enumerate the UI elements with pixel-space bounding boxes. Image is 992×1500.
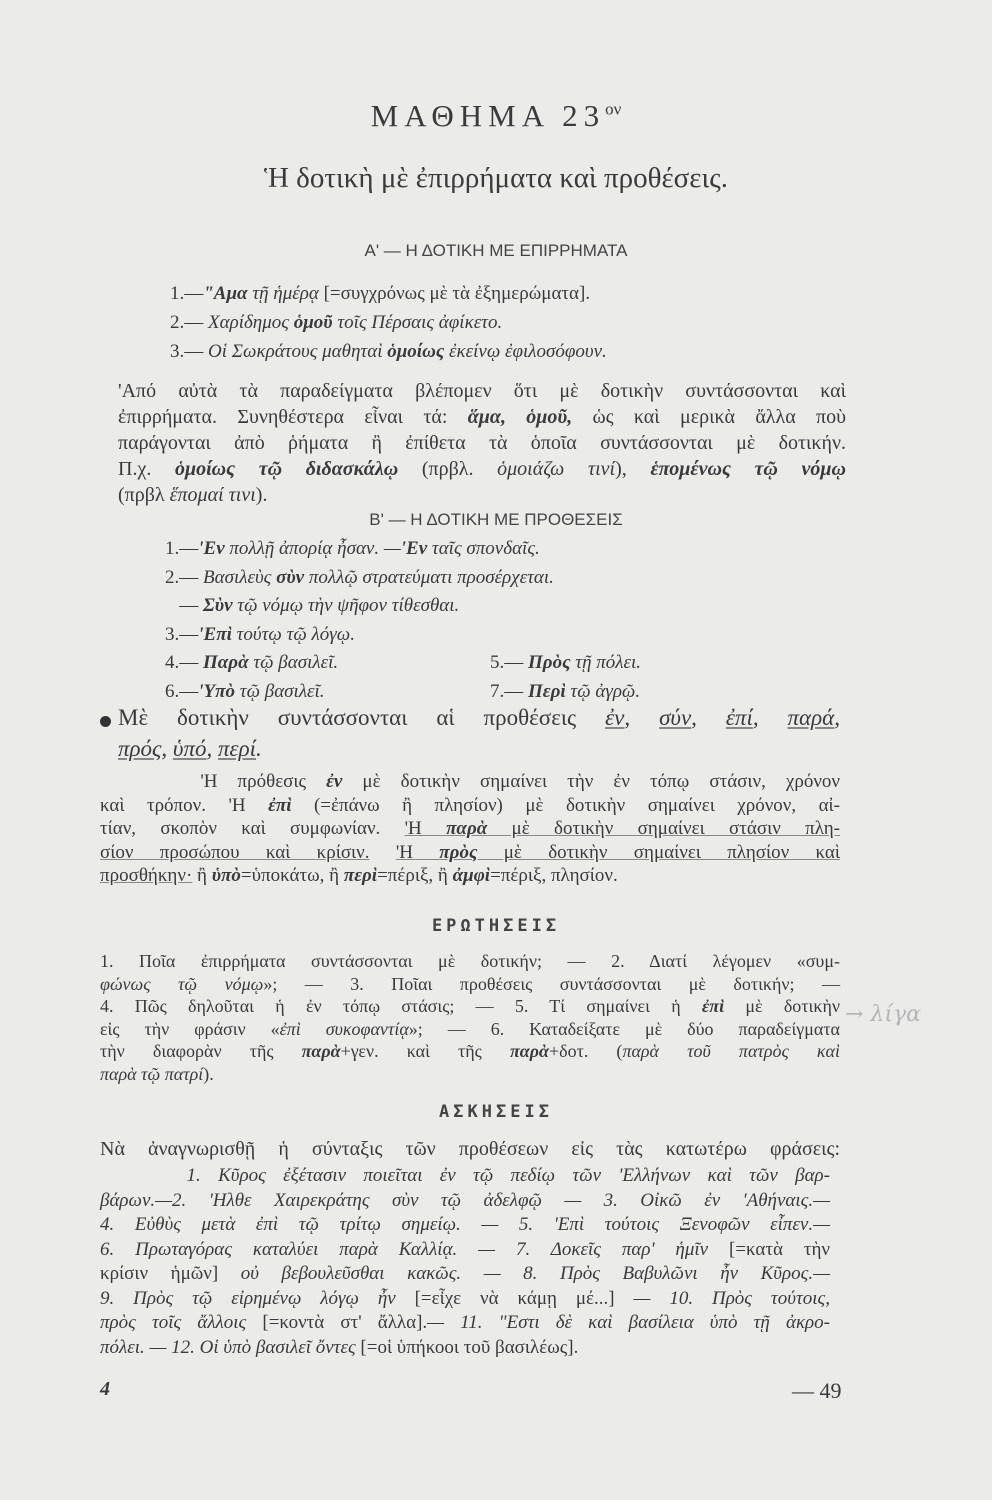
text-segment: , (206, 736, 218, 761)
text-line (100, 973, 840, 996)
text-segment: 7.— (490, 680, 528, 702)
text-segment: τῷ νόμῳ τὴν ψῆφον τίθεσθαι. (232, 595, 460, 616)
text-segment: ἐν (605, 705, 625, 730)
text-line (100, 1213, 830, 1238)
text-segment: σύν (659, 705, 692, 730)
text-segment: μὲ δοτικὴν σημαίνει πλησίον καὶ (477, 841, 841, 863)
bullet-icon (100, 716, 111, 727)
text-segment: τῇ ἡμέρᾳ (247, 283, 324, 304)
text-segment: τούτῳ τῷ λόγῳ. (231, 623, 355, 645)
lesson-title-text: ΜΑΘΗΜΑ 23 (370, 98, 606, 133)
text-segment: , (834, 705, 840, 730)
text-segment: 'Επὶ (198, 623, 232, 645)
text-segment: πρὸς (439, 841, 478, 863)
text-segment: 6.— (165, 680, 199, 702)
text-line (100, 1311, 830, 1336)
text-segment: [=κοντὰ στ' ἄλλα]. (262, 1312, 428, 1333)
text-segment: παρά (787, 705, 835, 730)
text-segment: πρός (118, 736, 162, 761)
text-segment: ἕπομαί τινι (169, 484, 256, 506)
prepositions-rule (118, 702, 840, 764)
text-segment: 6. Πρωταγόρας καταλύει παρὰ Καλλίᾳ. — 7. Δοκεῖς παρ' ἡμῖν (100, 1238, 729, 1260)
section-a-heading: Α' — Η ΔΟΤΙΚΗ ΜΕ ΕΠΙΡΡΗΜΑΤΑ (364, 241, 628, 260)
text-segment: =ὑποκάτω, ἢ (240, 865, 344, 886)
text-segment: 'Η πρόθεσις (100, 771, 327, 792)
text-segment: ἐπί (725, 705, 753, 730)
text-segment: τῇ πόλει. (570, 652, 642, 673)
text-segment: φώνως τῷ νόμῳ (100, 973, 264, 994)
exercises-text (100, 1164, 830, 1360)
text-segment: 4.— (165, 652, 203, 673)
text-line (100, 1189, 830, 1214)
signature-mark: 4 (100, 1378, 110, 1400)
text-segment: , (161, 736, 173, 761)
text-segment: Χαρίδημος (208, 312, 294, 333)
text-segment: +γεν. καὶ τῆς (340, 1041, 510, 1061)
text-segment: μὲ δοτικὴν (724, 996, 841, 1016)
text-segment: 'Υπὸ (198, 680, 236, 702)
prepositions-explanation (100, 770, 840, 888)
questions-heading: ΕΡΩΤΗΣΕΙΣ (431, 916, 561, 936)
text-segment: Παρὰ (203, 652, 249, 673)
text-segment: Σὺν (203, 595, 233, 616)
text-segment: ἅμα, ὁμοῦ, (467, 406, 573, 428)
text-line (118, 733, 840, 764)
text-line (170, 279, 607, 308)
text-segment: 2.— (170, 312, 208, 333)
text-segment: 5.— (490, 652, 528, 673)
text-line (100, 841, 840, 865)
text-segment: ταῖς σπονδαῖς. (427, 538, 540, 559)
text-segment: τῷ βασιλεῖ. (235, 680, 325, 702)
text-line (100, 1018, 840, 1041)
text-line (100, 995, 840, 1018)
text-segment: εἰς τὴν φράσιν « (100, 1018, 280, 1039)
text-segment: — 10. Πρὸς τούτοις, (614, 1287, 830, 1309)
text-segment: Βασιλεὺς (203, 566, 277, 588)
text-line (100, 1164, 830, 1189)
text-segment: σὺν (276, 566, 305, 588)
text-segment: καὶ τρόπον. 'Η (100, 794, 269, 816)
text-segment: οὐ βεβουλεῦσθαι κακῶς. — 8. Πρὸς Βαβυλῶνι ἦν Κῦρος.— (240, 1263, 830, 1284)
text-segment: ὡς καὶ μερικὰ ἄλλα ποὺ (572, 406, 846, 428)
lesson-title-suffix: ον (605, 99, 622, 119)
text-segment: ἐπιρρήματα. Συνηθέστερα εἶναι τά: (118, 406, 468, 428)
text-segment: [=συγχρόνως μὲ τὰ ἐξημερώματα]. (323, 283, 591, 304)
text-segment: =πέριξ, πλησίον. (490, 865, 618, 886)
text-line (165, 564, 554, 593)
text-segment: "Αμα (203, 283, 248, 304)
exercises-intro: Νὰ ἀναγνωρισθῇ ἡ σύνταξις τῶν προθέσεων εἰς τὰς κατωτέρω φράσεις: (100, 1138, 840, 1160)
text-segment: Π.χ. (118, 458, 175, 480)
text-line (100, 794, 840, 818)
handwritten-margin-note: → λίγα (845, 1002, 922, 1027)
text-segment: παρὰ (509, 1041, 549, 1061)
text-segment: κρίσιν ἡμῶν] (100, 1263, 241, 1284)
text-segment: , (691, 705, 726, 730)
text-segment: σίον προσώπου καὶ κρίσιν. (100, 841, 370, 863)
text-segment: (πρβλ. (398, 458, 498, 480)
text-segment: (=ἐπάνω ἢ πλησίον) μὲ δοτικὴν σημαίνει χρόνον, αἰ- (291, 794, 840, 816)
text-segment: ), (615, 458, 651, 480)
text-segment: ἐν (326, 771, 343, 792)
text-segment: ). (203, 1063, 214, 1084)
text-segment: ). (255, 484, 268, 506)
text-segment: παρὰ τοῦ πατρὸς καὶ (622, 1041, 840, 1061)
text-segment: =πέριξ, ἢ (377, 865, 453, 886)
text-segment: μὲ δοτικὴν σημαίνει τὴν ἐν τόπῳ στάσιν, χρόνον (342, 771, 841, 792)
text-segment: ἐπὶ συκοφαντίᾳ (279, 1018, 409, 1039)
text-line (490, 649, 641, 678)
text-line (170, 337, 607, 366)
exercises-heading: ΑΣΚΗΣΕΙΣ (439, 1102, 553, 1122)
text-segment: [=κατὰ τὴν (728, 1238, 831, 1260)
text-segment: ἀμφὶ (452, 865, 491, 886)
text-segment: περί (218, 736, 257, 761)
text-line (118, 482, 846, 508)
lesson-title (0, 98, 992, 134)
text-segment: πόλει. — 12. Οἱ ὑπὸ βασιλεῖ ὄντες (100, 1336, 361, 1358)
text-line (118, 404, 846, 430)
text-line (100, 864, 840, 888)
text-line (118, 430, 846, 456)
text-segment: ἢ (192, 865, 212, 886)
text-segment: »; — 6. Καταδείξατε μὲ δύο παραδείγματα (408, 1018, 840, 1039)
text-segment: παρὰ (301, 1041, 341, 1061)
text-segment: προσθήκην· (100, 865, 193, 886)
page-number: — 49 (792, 1378, 842, 1403)
text-segment: ὑπὸ (211, 865, 241, 886)
text-segment: ὁμοίως (387, 341, 445, 362)
text-segment: τῷ ἀγρῷ. (565, 680, 641, 702)
text-segment: 4. Εὐθὺς μετὰ ἐπὶ τῷ τρίτῳ σημείῳ. — 5. 'Επὶ τούτοις Ξενοφῶν εἶπεν.— (100, 1214, 830, 1235)
text-segment: 3.— (165, 623, 199, 645)
text-segment: μὲ δοτικὴν σημαίνει στάσιν πλη- (487, 818, 840, 839)
section-b-examples-col2 (490, 649, 641, 706)
text-line (100, 1238, 830, 1263)
text-segment: 'Εν (198, 538, 225, 559)
section-b-heading: Β' — Η ΔΟΤΙΚΗ ΜΕ ΠΡΟΘΕΣΕΙΣ (369, 510, 623, 529)
text-segment: 1. Ποῖα ἐπιρρήματα συντάσσονται μὲ δοτικήν; — 2. Διατί λέγομεν «συμ- (100, 951, 840, 971)
text-segment: περὶ (343, 865, 378, 886)
text-line (100, 1262, 830, 1287)
text-segment: βάρων.—2. 'Ηλθε Χαιρεκράτης σὺν τῷ ἀδελφῷ — 3. Οἰκῶ ἐν 'Αθήναις.— (100, 1189, 830, 1211)
text-segment: . (256, 736, 262, 761)
text-segment: πρὸς τοῖς ἄλλοις (100, 1312, 263, 1333)
text-segment: 1.— (170, 283, 204, 304)
text-line (100, 1336, 830, 1361)
text-segment: ὑπό (172, 736, 207, 761)
text-segment: [=εἶχε νὰ κάμῃ μέ...] (414, 1287, 615, 1309)
text-segment: τὴν διαφορὰν τῆς (100, 1041, 302, 1061)
text-segment: 'Εν (400, 538, 428, 559)
text-segment: ἐπὶ (268, 794, 292, 816)
text-segment: 3.— (170, 341, 208, 362)
text-segment: πολλῷ στρατεύματι προσέρχεται. (304, 566, 554, 588)
text-segment: , (752, 705, 788, 730)
lesson-subtitle: Ἡ δοτικὴ μὲ ἐπιρρήματα καὶ προθέσεις. (264, 162, 728, 194)
text-segment: (πρβλ (118, 484, 170, 506)
text-line (165, 621, 554, 650)
text-line (165, 535, 554, 564)
text-segment: πολλῇ ἀπορίᾳ ἦσαν. — (224, 538, 401, 559)
text-segment: Μὲ δοτικὴν συντάσσονται αἱ προθέσεις (118, 705, 606, 730)
text-segment: ὁμοίως τῷ διδασκάλῳ (174, 458, 399, 480)
text-segment: 1.— (165, 538, 199, 559)
text-segment: ὁμοιάζω τινί (497, 458, 616, 480)
text-line (165, 592, 554, 621)
text-segment: ἐκείνῳ ἐφιλοσόφουν. (444, 341, 607, 362)
text-segment: παρὰ (446, 818, 488, 839)
text-line (100, 817, 840, 841)
text-segment: 'Από αὐτὰ τὰ παραδείγματα βλέπομεν ὅτι μὲ δοτικὴν συντάσσονται καὶ (118, 380, 846, 402)
text-segment: ἐπὶ (701, 996, 725, 1016)
text-segment: Οἱ Σωκράτους μαθηταὶ (208, 341, 388, 362)
text-segment: 1. Κῦρος ἐξέτασιν ποιεῖται ἐν τῷ πεδίῳ τῶν 'Ελλήνων καὶ τῶν βαρ- (100, 1165, 830, 1186)
text-segment: Περὶ (528, 680, 566, 702)
text-line (170, 308, 607, 337)
text-segment: +δοτ. ( (548, 1041, 623, 1061)
text-segment: [=οἱ ὑπήκοοι τοῦ βασιλέως]. (360, 1336, 579, 1358)
text-line (100, 950, 840, 973)
text-line (118, 378, 846, 404)
text-segment: »; — 3. Ποῖαι προθέσεις συντάσσονται μὲ δοτικήν; — (263, 973, 841, 994)
text-segment: 2.— (165, 566, 203, 588)
text-segment: 'Η (395, 841, 440, 863)
text-line (118, 456, 846, 482)
text-segment: — (165, 595, 203, 616)
text-line (100, 1287, 830, 1312)
section-a-paragraph (118, 378, 846, 508)
text-segment: 'Η (404, 818, 447, 839)
text-segment (370, 842, 396, 863)
text-line (118, 702, 840, 733)
text-line (100, 1063, 840, 1086)
text-segment: παράγονται ἀπὸ ῥήματα ἢ ἐπίθετα τὰ ὁποῖα συντάσσονται μὲ δοτικήν. (118, 432, 846, 454)
text-segment: τοῖς Πέρσαις ἀφίκετο. (332, 312, 503, 333)
text-segment: 4. Πῶς δηλοῦται ἡ ἐν τόπῳ στάσις; — 5. Τί σημαίνει ἡ (100, 996, 702, 1016)
text-segment: ὁμοῦ (293, 312, 333, 333)
text-segment: τίαν, σκοπὸν καὶ συμφωνίαν. (100, 818, 405, 839)
text-segment: τῷ βασιλεῖ. (248, 652, 339, 673)
text-segment: ἑπομένως τῷ νόμῳ (650, 458, 846, 480)
section-a-examples (170, 279, 607, 366)
text-segment: Πρὸς (528, 652, 571, 673)
text-segment: — 11. "Εστι δὲ καὶ βασίλεια ὑπὸ τῇ ἀκρο- (427, 1312, 831, 1333)
text-segment: , (624, 705, 660, 730)
text-segment: 9. Πρὸς τῷ εἰρημένῳ λόγῳ ἦν (100, 1287, 415, 1309)
text-line (100, 770, 840, 794)
text-line (100, 1040, 840, 1063)
questions-text (100, 950, 840, 1085)
text-segment: παρὰ τῷ πατρί (100, 1063, 204, 1084)
